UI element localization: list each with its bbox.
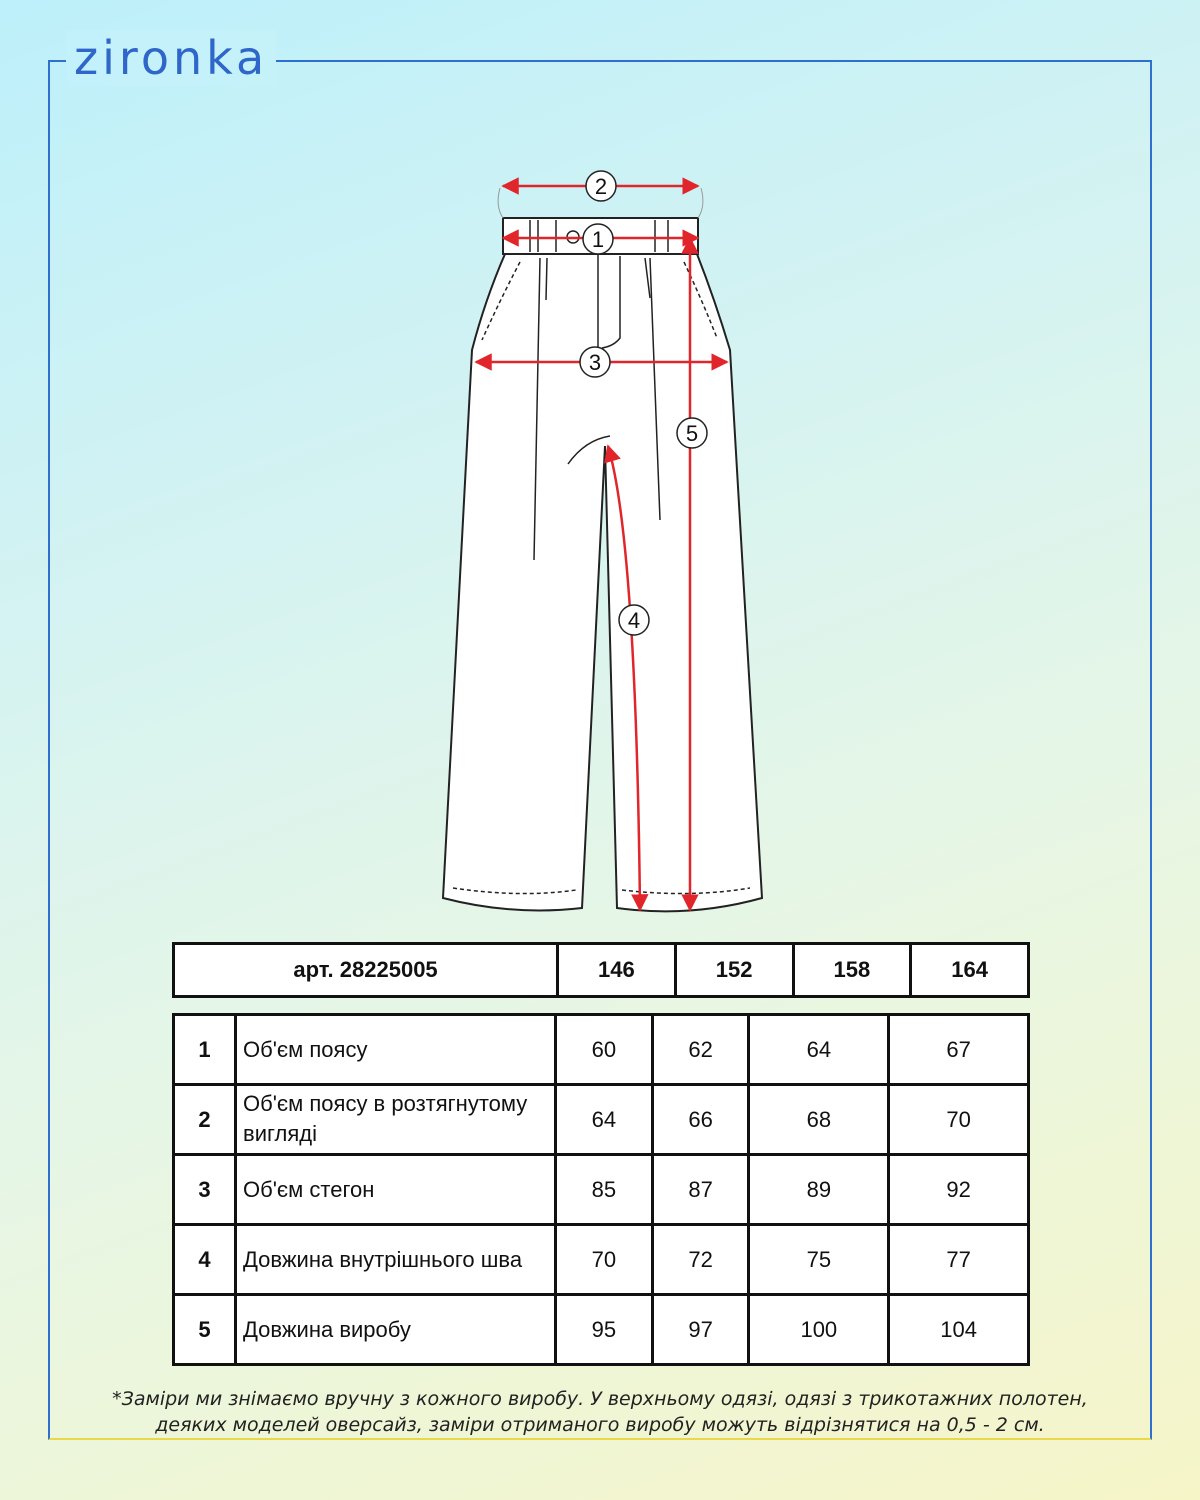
value-cell: 89 <box>749 1155 889 1225</box>
value-cell: 70 <box>556 1225 653 1295</box>
size-164: 164 <box>911 944 1029 997</box>
value-cell: 60 <box>556 1015 653 1085</box>
row-number: 5 <box>174 1295 236 1365</box>
size-158: 158 <box>793 944 911 997</box>
marker-4: 4 <box>627 608 641 633</box>
value-cell: 97 <box>652 1295 749 1365</box>
marker-5: 5 <box>685 421 699 446</box>
row-label: Об'єм стегон <box>236 1155 556 1225</box>
value-cell: 92 <box>889 1155 1029 1225</box>
value-cell: 72 <box>652 1225 749 1295</box>
value-cell: 75 <box>749 1225 889 1295</box>
marker-2: 2 <box>594 174 608 199</box>
row-number: 3 <box>174 1155 236 1225</box>
row-label: Довжина виробу <box>236 1295 556 1365</box>
table-row <box>174 1295 1029 1365</box>
size-152: 152 <box>675 944 793 997</box>
size-146: 146 <box>558 944 676 997</box>
marker-3: 3 <box>588 350 602 375</box>
row-number: 1 <box>174 1015 236 1085</box>
value-cell: 64 <box>556 1085 653 1155</box>
row-label-text: Об'єм поясу в розтягнутому вигляді <box>243 1090 528 1146</box>
row-number: 2 <box>174 1085 236 1155</box>
brand-logo: zironka <box>66 30 276 86</box>
table-row <box>174 1225 1029 1295</box>
size-header-table <box>172 942 1030 998</box>
row-label: Довжина внутрішнього шва <box>236 1225 556 1295</box>
row-label <box>236 1085 556 1155</box>
value-cell: 100 <box>749 1295 889 1365</box>
measurements-table <box>172 1013 1030 1366</box>
value-cell: 104 <box>889 1295 1029 1365</box>
marker-1: 1 <box>591 227 605 252</box>
row-label: Об'єм поясу <box>236 1015 556 1085</box>
value-cell: 85 <box>556 1155 653 1225</box>
value-cell: 95 <box>556 1295 653 1365</box>
table-row <box>174 1085 1029 1155</box>
measurement-footnote <box>60 1386 1140 1438</box>
value-cell: 66 <box>652 1085 749 1155</box>
value-cell: 68 <box>749 1085 889 1155</box>
table-row <box>174 1015 1029 1085</box>
article-label: арт. 28225005 <box>174 944 558 997</box>
value-cell: 64 <box>749 1015 889 1085</box>
row-number: 4 <box>174 1225 236 1295</box>
value-cell: 77 <box>889 1225 1029 1295</box>
table-row <box>174 1155 1029 1225</box>
footnote-line-1: *Заміри ми знімаємо вручну з кожного виробу. У верхньому одязі, одязі з трикотажних полотен, <box>112 1388 1088 1410</box>
value-cell: 70 <box>889 1085 1029 1155</box>
value-cell: 67 <box>889 1015 1029 1085</box>
value-cell: 62 <box>652 1015 749 1085</box>
footnote-line-2: деяких моделей оверсайз, заміри отриманого виробу можуть відрізнятися на 0,5 - 2 см. <box>155 1414 1045 1436</box>
value-cell: 87 <box>652 1155 749 1225</box>
header-row <box>174 944 1029 997</box>
